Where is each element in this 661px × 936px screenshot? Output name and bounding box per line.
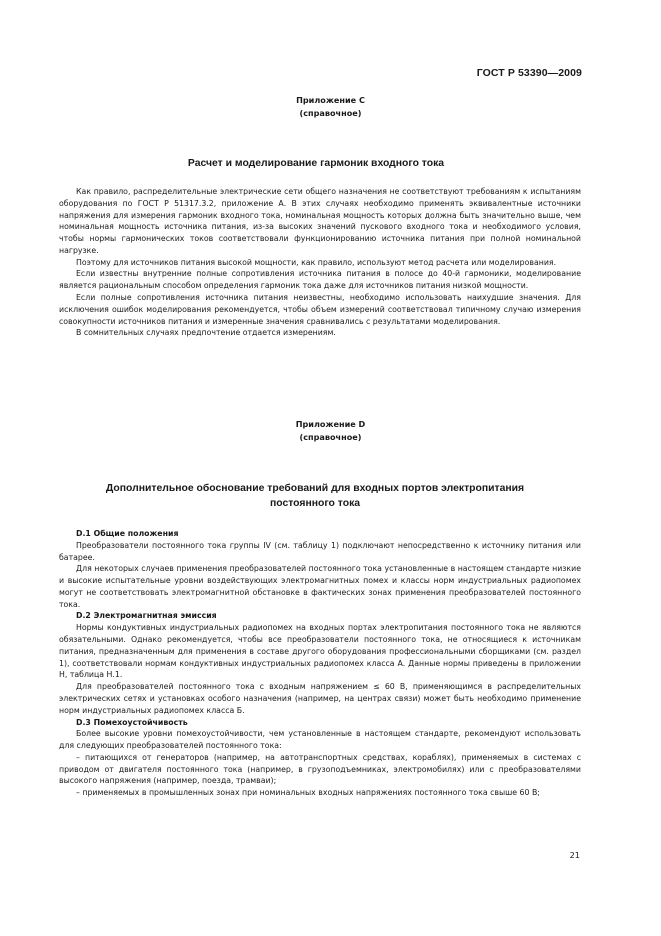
- appendix-d-note: (справочное): [299, 432, 362, 442]
- appendix-c-note: (справочное): [299, 108, 362, 118]
- section-heading: D.3 Помехоустойчивость: [76, 717, 188, 727]
- appendix-c-title: Расчет и моделирование гармоник входного тока: [187, 158, 445, 169]
- section-heading: D.2 Электромагнитная эмиссия: [76, 611, 217, 621]
- standard-header: ГОСТ Р 53390—2009: [476, 67, 582, 79]
- paragraph: Как правило, распределительные электрические сети общего назначения не соответствуют требованиям к испытаниям оборудования по ГОСТ Р 51317.3.2, приложение А. В этих случаях необходимо применять эквивалентные источники напряжения для измерения гармоник входного тока, номинальная мощность которых должна быть значительно выше, чем номинальная мощность источника питания, из-за высоких значений пускового входного тока и необходимого условия, чтобы нормы гармонических токов соответствовали функционированию источника питания при полной номинальной нагрузке.: [59, 187, 581, 255]
- appendix-d-title: Дополнительное обоснование требований для входных портов электропитания постоянного тока: [105, 483, 525, 509]
- appendix-c-body: [59, 186, 581, 339]
- paragraph: Преобразователи постоянного тока группы IV (см. таблицу 1) подключают непосредственно к источнику питания или батарее.: [59, 540, 581, 562]
- section-heading: D.1 Общие положения: [76, 529, 179, 538]
- paragraph: Если полные сопротивления источника питания неизвестны, необходимо использовать наихудшие значения. Для исключения ошибок моделирования рекомендуется, чтобы объем измерений соответствовал типичному случаю измерения совокупности источников питания и измеренные значения сравнивались с результатами моделирования.: [59, 293, 581, 326]
- appendix-d-body: [59, 528, 581, 799]
- paragraph: Поэтому для источников питания высокой мощности, как правило, используют метод расчета или моделирования.: [76, 257, 557, 267]
- list-item: – питающихся от генераторов (например, на автотранспортных средствах, кораблях), применяемых в системах с приводом от двигателя постоянного тока (например, в грузоподъемниках, электромобилях) или с преобразователями высокого напряжения (например, поезда, трамваи);: [59, 752, 581, 786]
- appendix-c-label: Приложение С: [296, 95, 365, 105]
- paragraph: Более высокие уровни помехоустойчивости, чем установленные в настоящем стандарте, рекомендуют использовать для следующих преобразователей постоянного тока:: [59, 729, 581, 751]
- paragraph: Для преобразователей постоянного тока с входным напряжением ≤ 60 В, применяющимся в распределительных электрических сетях и установках особого назначения (например, на центрах связи) может быть необходимо применение норм индустриальных радиопомех класса Б.: [59, 682, 581, 715]
- paragraph: Если известны внутренние полные сопротивления источника питания в полосе до 40-й гармоники, моделирование является рациональным способом определения гармоник тока даже для источников питания низкой мощности.: [59, 269, 581, 291]
- paragraph: В сомнительных случаях предпочтение отдается измерениям.: [76, 328, 336, 338]
- list-item: – применяемых в промышленных зонах при номинальных входных напряжениях постоянного тока свыше 60 В;: [76, 788, 540, 798]
- paragraph: Нормы кондуктивных индустриальных радиопомех на входных портах электропитания постоянного тока не являются обязательными. Однако рекомендуется, чтобы все преобразователи постоянного тока, не относящиеся к источникам питания, предназначенным для применения в составе другого оборудования профессиональными сборщиками (см. раздел 1), соответствовали нормам кондуктивных индустриальных радиопомех класса А. Данные нормы приведены в приложении Н, таблица Н.1.: [59, 623, 581, 680]
- page-number: 21: [569, 850, 580, 860]
- paragraph: Для некоторых случаев применения преобразователей постоянного тока установленные в настоящем стандарте низкие и высокие испытательные уровни воздействующих электромагнитных помех и классы норм индустриальных радиопомех могут не соответствовать электромагнитной обстановке в фактических зонах применения преобразователей постоянного тока.: [59, 564, 581, 609]
- appendix-d-label: Приложение D: [295, 419, 366, 429]
